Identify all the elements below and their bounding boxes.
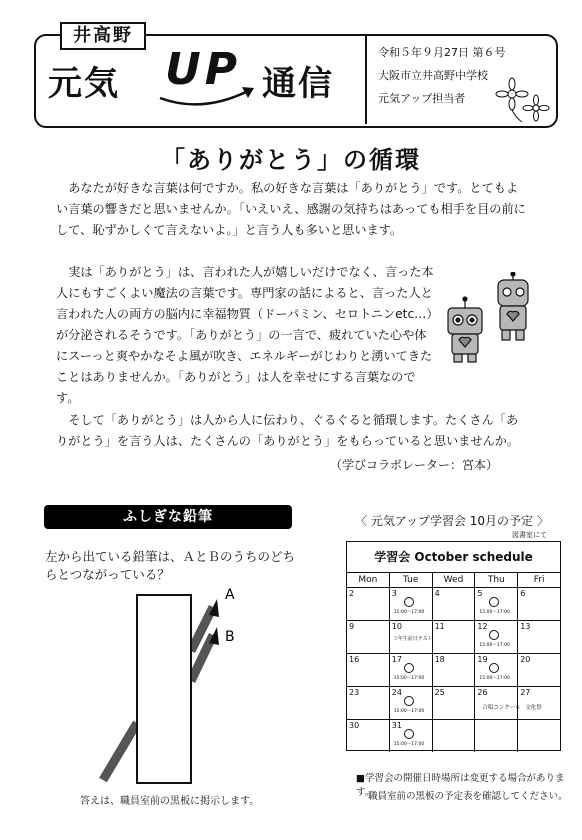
article-title: 「ありがとう」の循環 [161,146,421,174]
calendar-title: 学習会 October schedule [347,542,560,573]
session-circle-icon [404,597,414,607]
calendar-day-cell [433,588,476,620]
day-number: 23 [349,688,360,697]
calendar-week-row [347,687,560,720]
day-number: 30 [349,721,360,730]
calendar-day-cell [475,687,521,719]
day-number: 24 [391,688,402,697]
calendar-day-cell [475,621,518,653]
session-time: 15:00～17:00 [393,742,425,747]
day-number: 20 [520,655,531,664]
session-time: 15:00～17:00 [479,643,510,648]
day-number: 17 [391,655,402,664]
up-arrow-icon [158,84,258,110]
calendar-day-cell [433,621,476,653]
calendar-day-cell [347,720,390,752]
calendar-day-cell [518,720,560,752]
day-number: 25 [434,688,445,697]
calendar-note-change: ■学習会の開催日時場所は変更する場合があります。 [356,773,565,798]
calendar-location-note: 図書室にて [512,531,547,539]
calendar-day-cell [475,720,518,752]
calendar-day-cell [347,588,390,620]
weekday-label: Tue [390,573,433,587]
calendar-day-cell [518,687,560,719]
puzzle-question: 左から出ている鉛筆は、ＡとＢのうちのどちらとつながっている？ [45,549,296,582]
weekday-label: Fri [533,575,545,585]
calendar-day-cell [390,621,433,653]
day-number: 9 [349,622,355,631]
calendar-day-cell [347,654,390,686]
schedule-calendar [346,541,561,751]
calendar-note-check: 職員室前の黒板の予定表を確認してください。 [368,791,568,802]
session-circle-icon [489,597,499,607]
session-circle-icon [404,696,414,706]
label-b: B [225,629,235,645]
calendar-day-cell [390,687,433,719]
session-circle-icon [489,630,499,640]
calendar-day-cell [518,621,560,653]
day-number: 4 [434,589,440,598]
calendar-day-cell [390,588,433,620]
day-number: 3 [391,589,397,598]
day-number: 31 [391,721,402,730]
calendar-day-cell [347,687,390,719]
weekday-label: Thu [475,573,518,587]
calendar-weeks [347,588,560,752]
session-circle-icon [404,663,414,673]
calendar-day-cell [390,720,433,752]
calendar-day-cell [433,720,476,752]
day-number: 18 [434,655,445,664]
day-number: 11 [434,622,445,631]
calendar-week-row [347,654,560,687]
day-number: 27 [520,688,531,697]
calendar-day-cell [433,687,476,719]
day-number: 13 [520,622,531,631]
school-name: 大阪市立井高野中学校 [378,69,488,82]
event-note: 合唱コンクール [482,705,521,711]
title-genki: 元気 [48,64,120,104]
calendar-week-row [347,621,560,654]
robot-illustration [440,272,540,367]
calendar-day-cell [475,588,518,620]
calendar-week-row [347,720,560,752]
event-note: 文化祭 [525,705,542,711]
calendar-day-cell [347,621,390,653]
title-up: UP [165,44,241,95]
event-note: ３年生前日テスト [392,636,433,642]
header-divider [365,36,367,124]
day-number: 2 [349,589,355,598]
session-time: 15:00～17:00 [393,676,425,681]
puzzle-answer-note: 答えは、職員室前の黒板に掲示します。 [80,796,260,807]
calendar-day-cell [475,654,518,686]
article-credit: （学びコラボレーター：宮本） [330,458,499,472]
author-name: 元気アップ担当者 [378,92,466,105]
session-circle-icon [489,663,499,673]
issue-date: 令和５年９月27日 第６号 [378,46,506,59]
calendar-day-cell [433,654,476,686]
day-number: 16 [349,655,360,664]
weekday-label: Mon [347,573,390,587]
day-number: 12 [477,622,488,631]
article-paragraph-2: 実は「ありがとう」は、言われた人が嬉しいだけでなく、言った本人にもすごくよい魔法の言葉です。専門家の話によると、言った人と言われた人の両方の脳内に幸福物質（ドーパミン、セロトニンetc…）が分泌されるそうです。「ありがとう」の一言で、疲れていた心や体にスーっと爽やかなそよ風が吹き、エネルギーがじわりと湧いてきたことはありませんか。「ありがとう」は人を幸せにする言葉なのです。 [56,265,434,405]
day-number: 10 [391,622,402,631]
article-paragraph-3: そして「ありがとう」は人から人に伝わり、ぐるぐると循環します。たくさん「ありがとう」を言う人は、たくさんの「ありがとう」をもらっていると思いませんか。 [56,413,520,448]
school-tag: 井高野 [60,22,146,50]
day-number: 19 [477,655,488,664]
day-number: 26 [477,688,488,697]
calendar-heading: 〈 元気アップ学習会 10月の予定 〉 [355,514,549,528]
pencil-illusion-figure [95,585,255,785]
calendar-day-cell [518,654,560,686]
weekday-label: Wed [433,573,476,587]
puzzle-title-bar: ふしぎな鉛筆 [44,505,292,529]
session-time: 15:00～17:00 [479,676,510,681]
article-paragraph-1: あなたが好きな言葉は何ですか。私の好きな言葉は「ありがとう」です。とてもよい言葉の響きだと思いませんか。「いえいえ、感謝の気持ちはあっても相手を目の前にして、恥ずかしくて言えないよ。」と言う人も多いと思います。 [56,181,526,237]
session-time: 15:00～17:00 [393,709,425,714]
day-number: 6 [520,589,526,598]
flower-illustration [492,74,554,124]
session-time: 15:00～17:00 [393,610,425,615]
calendar-day-cell [390,654,433,686]
calendar-day-header [347,573,560,588]
day-number: 5 [477,589,483,598]
calendar-day-cell [518,588,560,620]
calendar-week-row [347,588,560,621]
title-tsushin: 通信 [262,64,334,104]
label-a: A [225,587,235,603]
session-time: 15:00～17:00 [479,610,510,615]
session-circle-icon [404,729,414,739]
